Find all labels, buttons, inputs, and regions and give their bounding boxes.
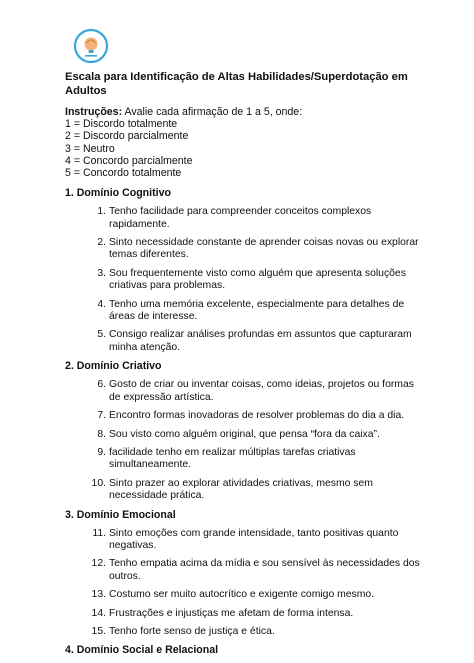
question-number: 12.: [91, 558, 106, 570]
section-heading: 2. Domínio Criativo: [65, 360, 162, 373]
scale-option: 2 = Discordo parcialmente: [65, 130, 189, 143]
question-text: Frustrações e injustiças me afetam de forma intensa.: [109, 607, 354, 619]
section-emotional: [65, 509, 425, 639]
question-item: [65, 206, 425, 231]
question-number: 2.: [97, 237, 106, 249]
question-number: 10.: [91, 477, 106, 489]
question-text: Sou visto como alguém original, que pensa “fora da caixa”.: [109, 428, 380, 440]
section-heading: 4. Domínio Social e Relacional: [65, 644, 219, 657]
section-heading: 1. Domínio Cognitivo: [65, 187, 171, 200]
question-number: 13.: [91, 589, 106, 601]
instructions-text: Avalie cada afirmação de 1 a 5, onde:: [122, 106, 303, 118]
question-number: 4.: [97, 298, 106, 310]
question-item: [65, 429, 425, 441]
question-number: 9.: [97, 446, 106, 458]
question-text: Sinto prazer ao explorar atividades criativas, mesmo sem necessidade prática.: [109, 477, 373, 502]
section-cognitive: [65, 187, 425, 354]
question-list: [65, 528, 425, 639]
question-item: [65, 478, 425, 503]
question-item: [65, 410, 425, 422]
question-text: Sinto necessidade constante de aprender coisas novas ou explorar temas diferentes.: [109, 237, 419, 261]
question-text: Tenho forte senso de justiça e ética.: [109, 625, 275, 637]
question-text: facilidade tenho em realizar múltiplas tarefas criativas simultaneamente.: [109, 446, 356, 471]
question-item: [65, 299, 425, 324]
question-number: 1.: [97, 206, 106, 218]
question-text: Tenho empatia acima da mídia e sou sensível às necessidades dos outros.: [109, 558, 420, 582]
question-item: [65, 626, 425, 638]
document-content: [65, 70, 425, 663]
question-number: 11.: [92, 527, 106, 539]
question-text: Costumo ser muito autocrítico e exigente comigo mesmo.: [109, 589, 375, 601]
question-list: [65, 206, 425, 354]
question-number: 15.: [91, 625, 106, 637]
instructions-block: [65, 106, 425, 179]
question-text: Consigo realizar análises profundas em assuntos que capturaram minha atenção.: [109, 329, 412, 353]
question-number: 7.: [97, 410, 106, 422]
question-text: Gosto de criar ou inventar coisas, como ideias, projetos ou formas de expressão artística.: [109, 379, 414, 403]
question-number: 3.: [97, 267, 106, 279]
page-title: Escala para Identificação de Altas Habilidades/Superdotação em Adultos: [65, 71, 408, 97]
instructions-label: Instruções:: [65, 106, 123, 118]
question-number: 6.: [97, 379, 106, 391]
question-number: 5.: [97, 329, 106, 341]
question-text: Tenho facilidade para compreender conceitos complexos rapidamente.: [109, 206, 372, 230]
question-item: [65, 379, 425, 404]
question-item: [65, 608, 425, 620]
question-list: [65, 379, 425, 502]
question-item: [65, 268, 425, 293]
scale-option: 5 = Concordo totalmente: [65, 167, 182, 180]
scale-option: 3 = Neutro: [65, 142, 115, 155]
question-item: [65, 528, 425, 553]
question-item: [65, 589, 425, 601]
question-text: Tenho uma memória excelente, especialmente para detalhes de áreas de interesse.: [109, 298, 405, 323]
question-item: [65, 447, 425, 472]
section-creative: [65, 360, 425, 502]
scale-option: 1 = Discordo totalmente: [65, 118, 178, 131]
question-text: Encontro formas inovadoras de resolver problemas do dia a dia.: [109, 410, 405, 422]
question-item: [65, 329, 425, 354]
brain-lightbulb-logo-icon: [73, 28, 109, 64]
question-number: 8.: [97, 428, 106, 440]
question-text: Sinto emoções com grande intensidade, tanto positivas quanto negativas.: [109, 527, 399, 551]
question-number: 14.: [91, 607, 106, 619]
section-heading: 3. Domínio Emocional: [65, 508, 176, 521]
section-social: [65, 644, 425, 657]
scale-option: 4 = Concordo parcialmente: [65, 154, 193, 167]
question-text: Sou frequentemente visto como alguém que apresenta soluções criativas para problemas.: [109, 267, 406, 292]
question-item: [65, 558, 425, 583]
question-item: [65, 237, 425, 262]
